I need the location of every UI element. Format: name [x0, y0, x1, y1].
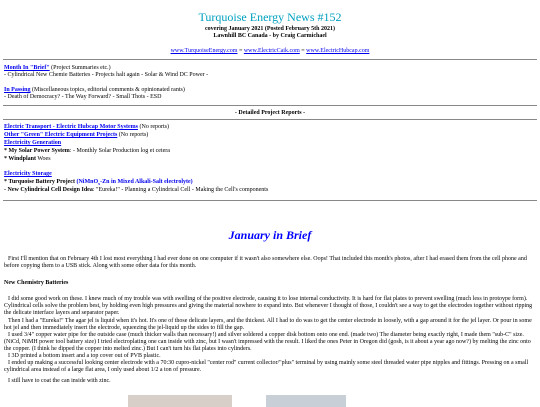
paragraph: I did some good work on these. I knew much of my trouble was with swelling of the positive electrode, causing it to lose internal conductivity. It is hard for flat plates to prevent swelling (much less in protoype form). Cylindrical cells solve the problem best, by holding even high pressures and giving the material nowhere to expand into. But whenever I thought of those, I couldn't see a way to get the electrodes together without ripping the delicate interface layers and separator paper.: [4, 296, 533, 316]
link-separator: =: [237, 48, 244, 54]
paragraph: Then I had a "Eureka!" The agar jel is liquid when it's hot. It's one of those delicate layers, and the thickest. All I had to do was to get the center electrode in loosely, with a gap around it for the jel layer. Or pour in some hot jel and then immediately insert the electrode, squeezing the jel-liquid up the sides to fill the gap.: [4, 318, 532, 331]
electricity-storage-link[interactable]: Electricity Storage: [4, 171, 52, 177]
month-in-brief-entry: [4, 65, 111, 72]
in-passing-items: - Death of Democracy? - The Way Forward? - Small Thots - ESD: [4, 94, 162, 100]
other-green-entry: [4, 132, 148, 139]
solar-power-label: * My Solar Power System: [4, 148, 70, 154]
battery-photo: [128, 395, 232, 407]
electric-transport-link[interactable]: Electric Transport - Electric Hubcap Motor Systems: [4, 124, 138, 130]
electricity-generation-entry: [4, 140, 61, 147]
page-title: Turquoise Energy News #152: [198, 10, 342, 24]
covering-line: covering January 2021 (Posted February 5th 2021): [205, 26, 335, 32]
solar-power-entry: [4, 148, 170, 155]
battery-photo: [266, 395, 346, 407]
link-electric-caik[interactable]: www.ElectricCaik.com: [243, 48, 300, 54]
month-in-brief-link[interactable]: Month In "Brief": [4, 65, 50, 71]
divider: [3, 59, 537, 60]
month-in-brief-note: (Project Summaries etc.): [49, 65, 111, 71]
divider: [3, 105, 537, 106]
paragraph: I 3D printed a bottom insert and a top cover out of PVB plastic.: [8, 353, 161, 359]
website-links: [0, 48, 540, 55]
detailed-reports-heading: - Detailed Project Reports -: [234, 110, 306, 116]
electric-transport-entry: [4, 124, 169, 131]
electricity-generation-link[interactable]: Electricity Generation: [4, 140, 62, 146]
paragraph: I still have to coat the can inside with zinc.: [8, 378, 111, 384]
in-passing-link[interactable]: In Passing: [4, 87, 31, 93]
in-passing-note: (Miscellaneous topics, editorial comments & opinionated rants): [30, 87, 185, 93]
paragraph: I used 3/4" copper water pipe for the outside case (much thicker walls than necessary!) and silver soldered a copper disk bottom onto one end. (made two) The diameter being exactly right, I made them "sub-C" size. (NiCd, NiMH power tool battery size) I tried electroplating one can inside with zinc, but I wasn't impressed with the result. I liked the ones Peter in Oregon did (gosh, is it about a year ago now?) by melting the zinc onto the copper. (I think he dipped the copper into melted zinc.) But I can't turn his flat plates into cylinders.: [4, 332, 531, 352]
divider: [3, 119, 537, 120]
electricity-storage-entry: [4, 171, 52, 178]
intro-paragraph: First I'll mention that on February 4th I lost most everything I had ever done on one computer if it wasn't also somewhere else. Oops! That included this month's photos, after I had erased them from the cell phone and before copying them to a USB stick. Along with some other data for this month.: [4, 256, 527, 269]
link-electric-hubcap[interactable]: www.ElectricHubcap.com: [306, 48, 370, 54]
windplant-entry: [4, 156, 51, 163]
author-line: Lawnhill BC Canada - by Craig Carmichael: [213, 33, 327, 39]
windplant-text: Woes: [35, 156, 51, 162]
solar-power-text: : - Monthly Solar Production log et cetera: [69, 148, 170, 154]
windplant-label: * Windplant: [4, 156, 36, 162]
january-in-brief-heading: January in Brief: [228, 228, 312, 242]
cell-design-label: - New Cylindrical Cell Design Idea: [4, 187, 93, 193]
new-chemistry-subheading: New Chemistry Batteries: [4, 280, 69, 286]
link-separator: =: [299, 48, 307, 54]
cell-design-entry: [4, 187, 268, 194]
electric-transport-note: (No reports): [137, 124, 169, 130]
other-green-note: (No reports): [117, 132, 149, 138]
link-turquoise-energy[interactable]: www.TurquoiseEnergy.com: [170, 48, 238, 54]
battery-project-entry: [4, 179, 193, 186]
other-green-link[interactable]: Other "Green" Electric Equipment Projects: [4, 132, 118, 138]
month-in-brief-items: - Cylindrical New Chemie Batteries - Projects halt again - Solar & Wind DC Power -: [4, 72, 209, 78]
paragraph: I ended up making a successful looking center electrode with a 70:30 cupro-nickel "center rod" current collector/"plus" terminal by using mainly some steel threaded water pipe nipples and fittings. Pressing on a small cylindrical area instead of a large flat area, I only used about 1/2 a ton of pressure.: [4, 360, 529, 373]
cell-design-text: : "Eureka!" - Planning a Cylindrical Cell - Making the Cell's components: [92, 187, 269, 193]
divider: [3, 200, 537, 201]
in-passing-entry: [4, 87, 185, 94]
battery-project-label: * Turquoise Battery Project: [4, 179, 75, 185]
battery-chemistry: (NiMnO$_x$-Zn in Mixed Alkali-Salt electrolyte): [76, 179, 193, 187]
